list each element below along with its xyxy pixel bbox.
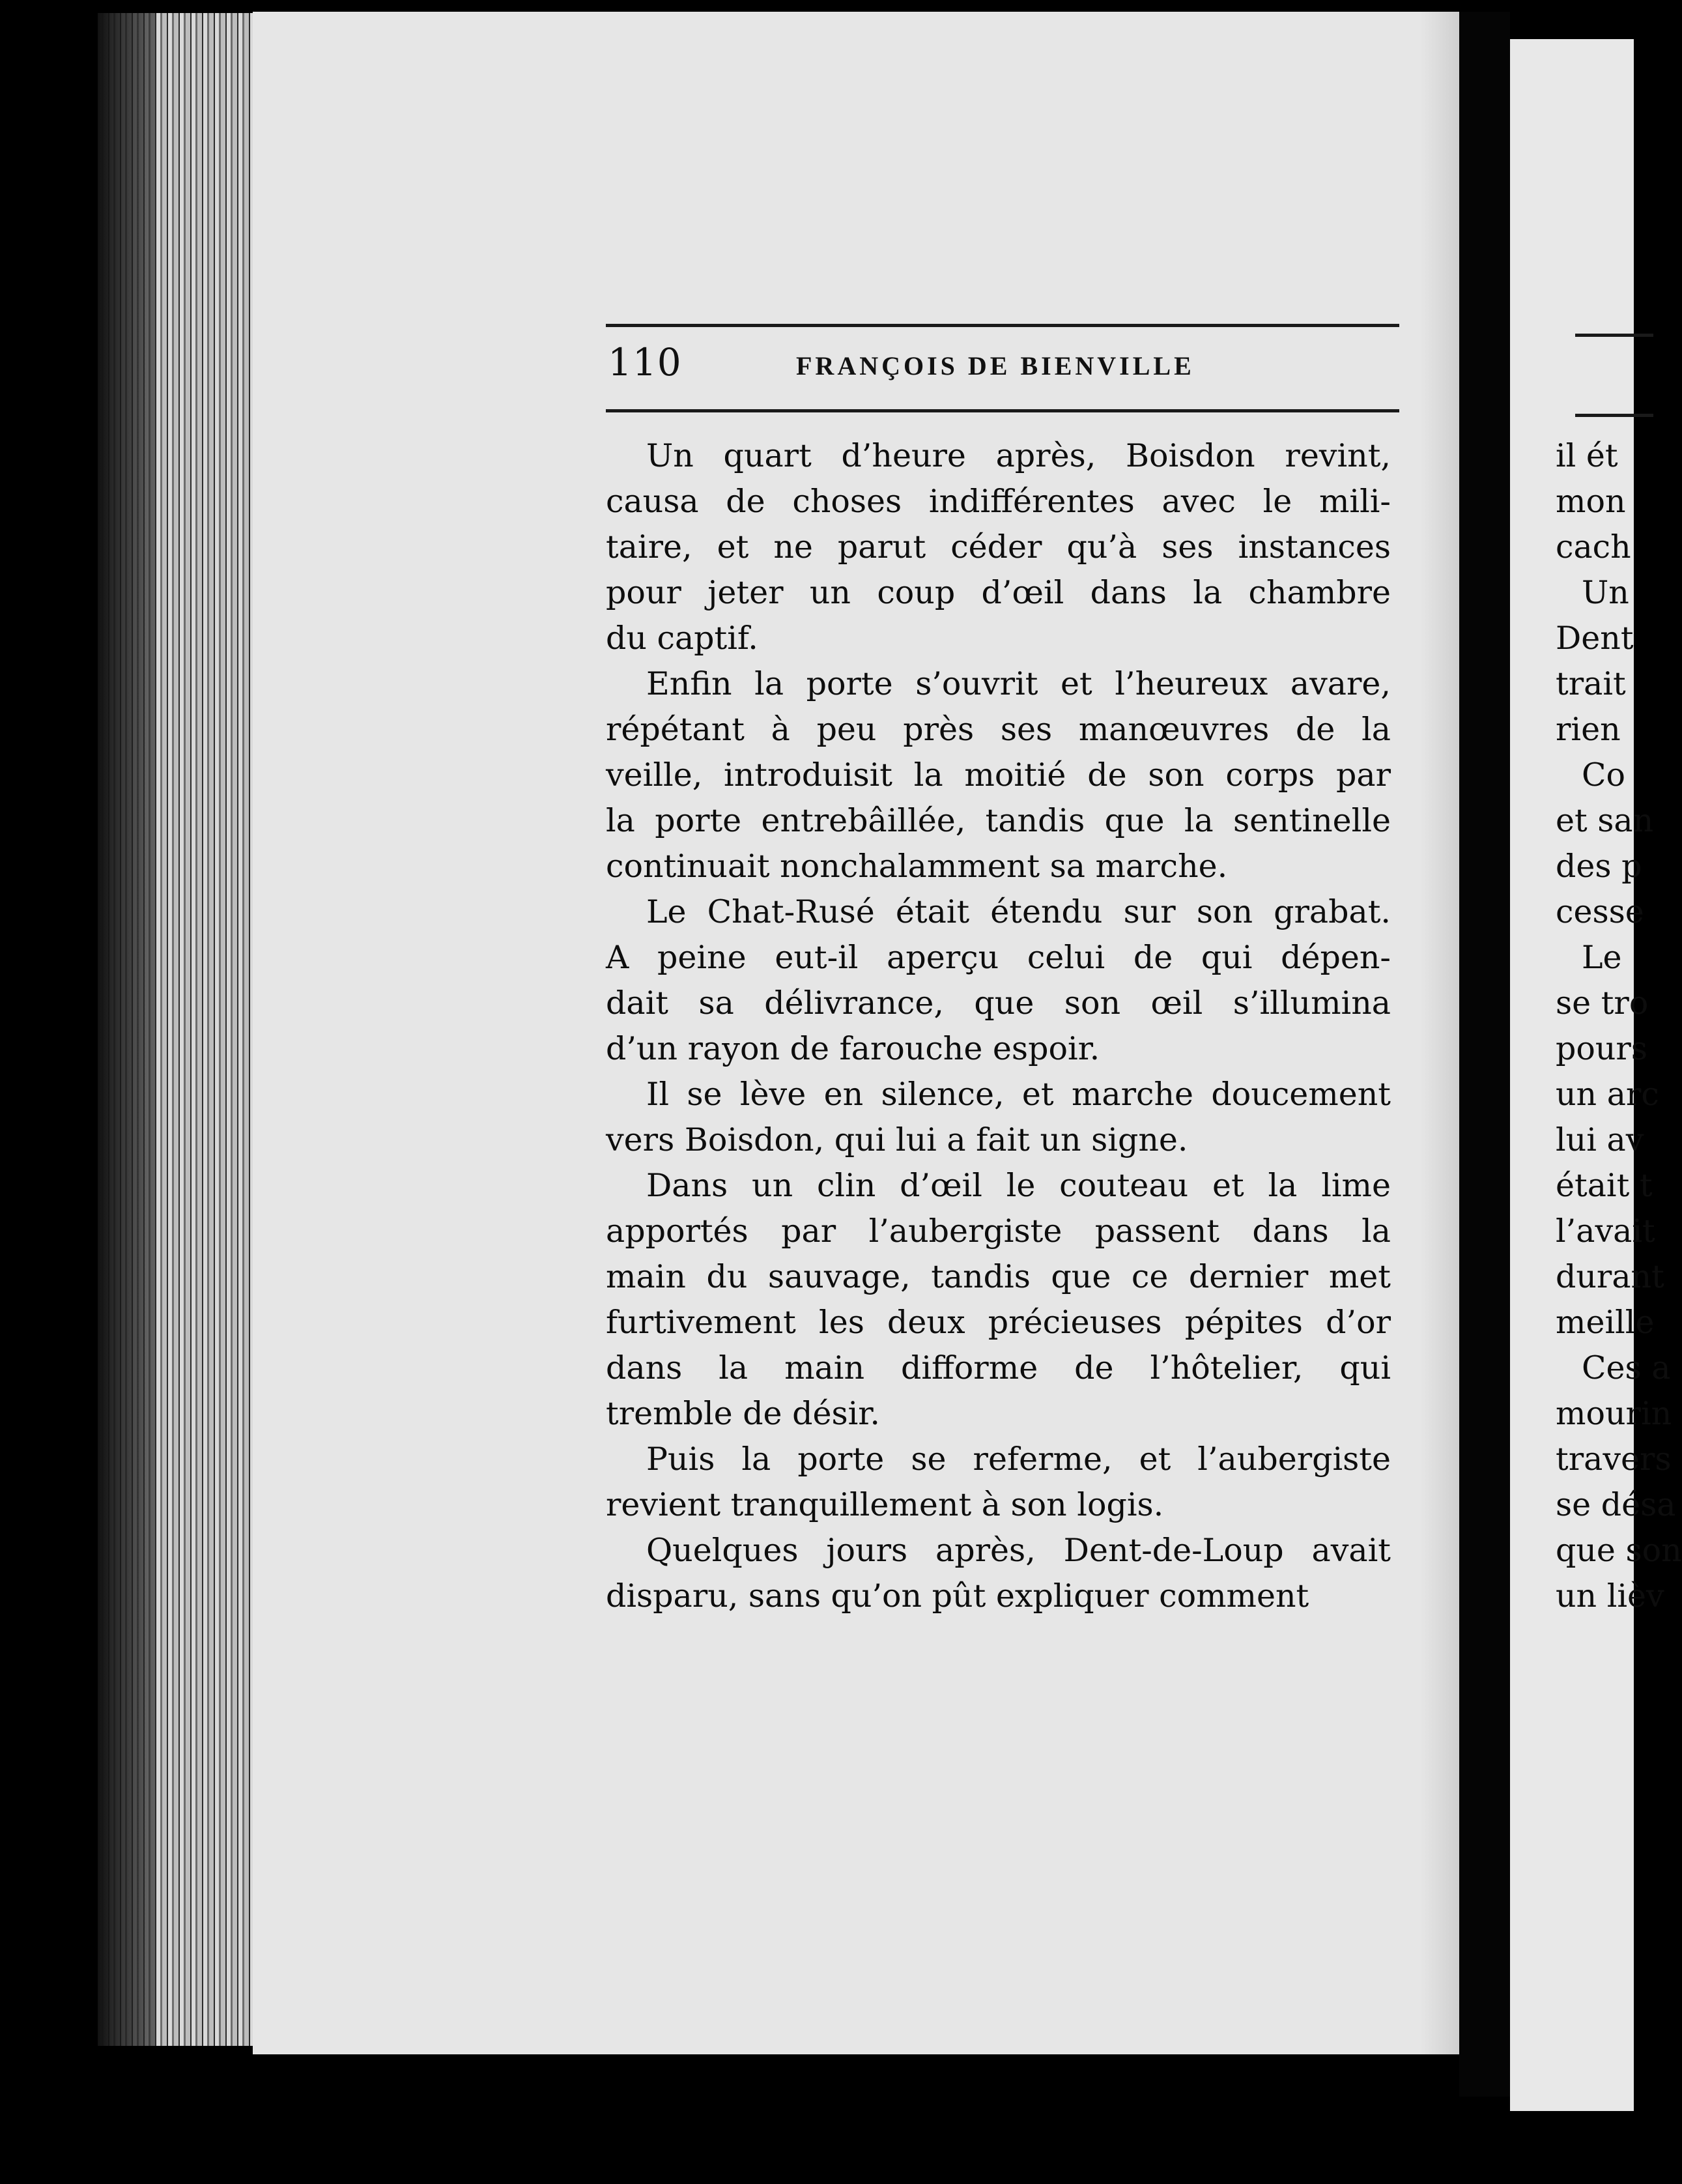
text-line: la porte entrebâillée, tandis que la sentinelle <box>606 802 1391 839</box>
facing-header-rule-bottom <box>1575 414 1653 417</box>
text-line: répétant à peu près ses manœuvres de la <box>606 711 1391 748</box>
facing-text-line: et san <box>1556 802 1654 839</box>
facing-header-rule-top <box>1575 334 1653 337</box>
facing-text-line: Le <box>1582 939 1622 976</box>
paragraph <box>606 1528 1391 1619</box>
text-line: Un quart d’heure après, Boisdon revint, <box>646 437 1391 474</box>
facing-text-line: se désa <box>1556 1486 1676 1523</box>
facing-text-line: se tro <box>1556 984 1649 1022</box>
text-line: veille, introduisit la moitié de son corps par <box>606 756 1391 794</box>
text-line: vers Boisdon, qui lui a fait un signe. <box>606 1121 1188 1158</box>
page-number: 110 <box>608 340 682 384</box>
page-edges-shadow <box>98 13 156 2046</box>
paragraph <box>606 661 1391 889</box>
facing-text-line: meille <box>1556 1304 1655 1341</box>
text-line: dait sa délivrance, que son œil s’illumina <box>606 984 1391 1022</box>
facing-text-line: des p <box>1556 848 1642 885</box>
text-line: revient tranquillement à son logis. <box>606 1486 1164 1523</box>
facing-text-line: Ces a <box>1582 1349 1671 1387</box>
paragraph <box>606 1437 1391 1528</box>
facing-page <box>1510 39 1682 2111</box>
facing-text-line: trait <box>1556 665 1626 702</box>
paragraph <box>606 433 1391 661</box>
text-line: pour jeter un coup d’œil dans la chambre <box>606 574 1391 611</box>
text-line: Le Chat-Rusé était étendu sur son grabat. <box>646 893 1391 930</box>
binding-shadow <box>1459 12 1510 2097</box>
text-line: furtivement les deux précieuses pépites d’or <box>606 1304 1391 1341</box>
facing-text-line: était t <box>1556 1167 1653 1204</box>
facing-text-line: mourin <box>1556 1395 1672 1432</box>
facing-text-line: il ét <box>1556 437 1618 474</box>
facing-text-line: Co <box>1582 756 1625 794</box>
header-rule-top <box>606 324 1399 327</box>
text-line: Dans un clin d’œil le couteau et la lime <box>646 1167 1391 1204</box>
facing-text-line: mon <box>1556 483 1626 520</box>
text-line: Quelques jours après, Dent-de-Loup avait <box>646 1532 1391 1569</box>
facing-text-line: un arc <box>1556 1076 1659 1113</box>
text-line: continuait nonchalamment sa marche. <box>606 848 1228 885</box>
text-line: du captif. <box>606 620 758 657</box>
facing-text-line: Un <box>1582 574 1629 611</box>
page-gutter <box>1420 12 1459 2054</box>
facing-text-line: lui av <box>1556 1121 1644 1158</box>
text-line: d’un rayon de farouche espoir. <box>606 1030 1100 1067</box>
running-title: FRANÇOIS DE BIENVILLE <box>796 351 1195 381</box>
text-line: dans la main difforme de l’hôtelier, qui <box>606 1349 1391 1387</box>
text-line: main du sauvage, tandis que ce dernier met <box>606 1258 1391 1295</box>
text-line: taire, et ne parut céder qu’à ses instances <box>606 528 1391 566</box>
facing-text-line: un lièv <box>1556 1577 1664 1615</box>
paragraph <box>606 889 1391 1072</box>
facing-text-line: que son <box>1556 1532 1682 1569</box>
facing-text-line: cach <box>1556 528 1631 566</box>
facing-text-line: pours <box>1556 1030 1647 1067</box>
text-line: tremble de désir. <box>606 1395 880 1432</box>
facing-text-line: l’avait <box>1556 1213 1655 1250</box>
text-line: Enfin la porte s’ouvrit et l’heureux avare, <box>646 665 1391 702</box>
facing-text-line: travers <box>1556 1441 1672 1478</box>
text-line: A peine eut-il aperçu celui de qui dépen- <box>606 939 1391 976</box>
facing-text-line: cesse <box>1556 893 1644 930</box>
facing-text-line: Dent <box>1556 620 1634 657</box>
paragraph <box>606 1072 1391 1163</box>
text-line: disparu, sans qu’on pût expliquer comment <box>606 1577 1309 1615</box>
header-rule-bottom <box>606 409 1399 412</box>
text-line: Puis la porte se referme, et l’aubergiste <box>646 1441 1391 1478</box>
facing-text-line: rien <box>1556 711 1621 748</box>
body-text <box>606 433 1391 1619</box>
facing-text-line: durant <box>1556 1258 1664 1295</box>
paragraph <box>606 1163 1391 1437</box>
text-line: Il se lève en silence, et marche doucement <box>646 1076 1391 1113</box>
facing-page-text <box>1556 433 1682 1619</box>
text-line: causa de choses indifférentes avec le mili- <box>606 483 1391 520</box>
text-line: apportés par l’aubergiste passent dans la <box>606 1213 1391 1250</box>
